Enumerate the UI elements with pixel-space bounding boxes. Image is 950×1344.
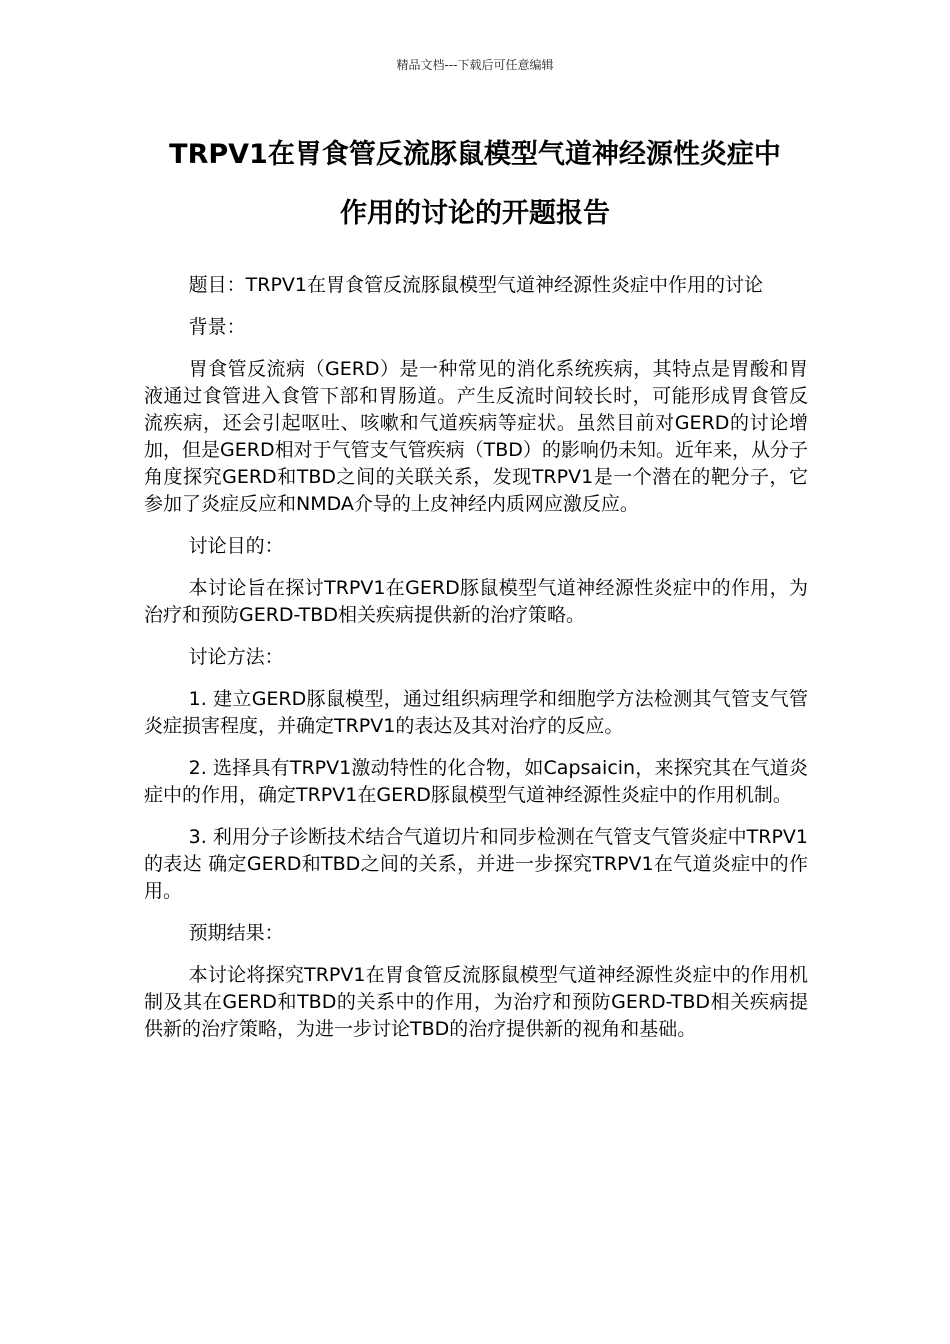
document-title-line-2: 作用的讨论的开题报告 — [340, 198, 610, 229]
paragraph-topic: 题目：TRPV1在胃食管反流豚鼠模型气道神经源性炎症中作用的讨论 — [188, 274, 763, 296]
heading-purpose: 讨论目的： — [188, 535, 284, 557]
paragraph-purpose: 本讨论旨在探讨TRPV1在GERD豚鼠模型气道神经源性炎症中的作用，为治疗和预防GERD-TBD相关疾病提供新的治疗策略。 — [144, 577, 808, 626]
heading-expected-results: 预期结果： — [188, 922, 284, 944]
paragraph-expected-results: 本讨论将探究TRPV1在胃食管反流豚鼠模型气道神经源性炎症中的作用机制及其在GERD和TBD的关系中的作用，为治疗和预防GERD-TBD相关疾病提供新的治疗策略，为进一步讨论TBD的治疗提供新的视角和基础。 — [144, 964, 808, 1040]
heading-methods: 讨论方法： — [188, 646, 284, 668]
document-title-line-1: TRPV1在胃食管反流豚鼠模型气道神经源性炎症中 — [169, 139, 781, 170]
document-body — [144, 272, 808, 1058]
paragraph-method-1: 1. 建立GERD豚鼠模型，通过组织病理学和细胞学方法检测其气管支气管炎症损害程度，并确定TRPV1的表达及其对治疗的反应。 — [144, 688, 808, 737]
heading-background: 背景： — [188, 316, 246, 338]
paragraph-background: 胃食管反流病（GERD）是一种常见的消化系统疾病，其特点是胃酸和胃液通过食管进入食管下部和胃肠道。产生反流时间较长时，可能形成胃食管反流疾病，还会引起呕吐、咳嗽和气道疾病等症状。虽然目前对GERD的讨论增加，但是GERD相对于气管支气管疾病（TBD）的影响仍未知。近年来，从分子角度探究GERD和TBD之间的关联关系，发现TRPV1是一个潜在的靶分子，它参加了炎症反应和NMDA介导的上皮神经内质网应激反应。 — [144, 358, 808, 515]
header-note: 精品文档---下载后可任意编辑 — [396, 58, 554, 72]
paragraph-method-3: 3. 利用分子诊断技术结合气道切片和同步检测在气管支气管炎症中TRPV1的表达 确定GERD和TBD之间的关系，并进一步探究TRPV1在气道炎症中的作用。 — [144, 826, 808, 902]
paragraph-method-2: 2. 选择具有TRPV1激动特性的化合物，如Capsaicin，来探究其在气道炎症中的作用，确定TRPV1在GERD豚鼠模型气道神经源性炎症中的作用机制。 — [144, 757, 808, 806]
